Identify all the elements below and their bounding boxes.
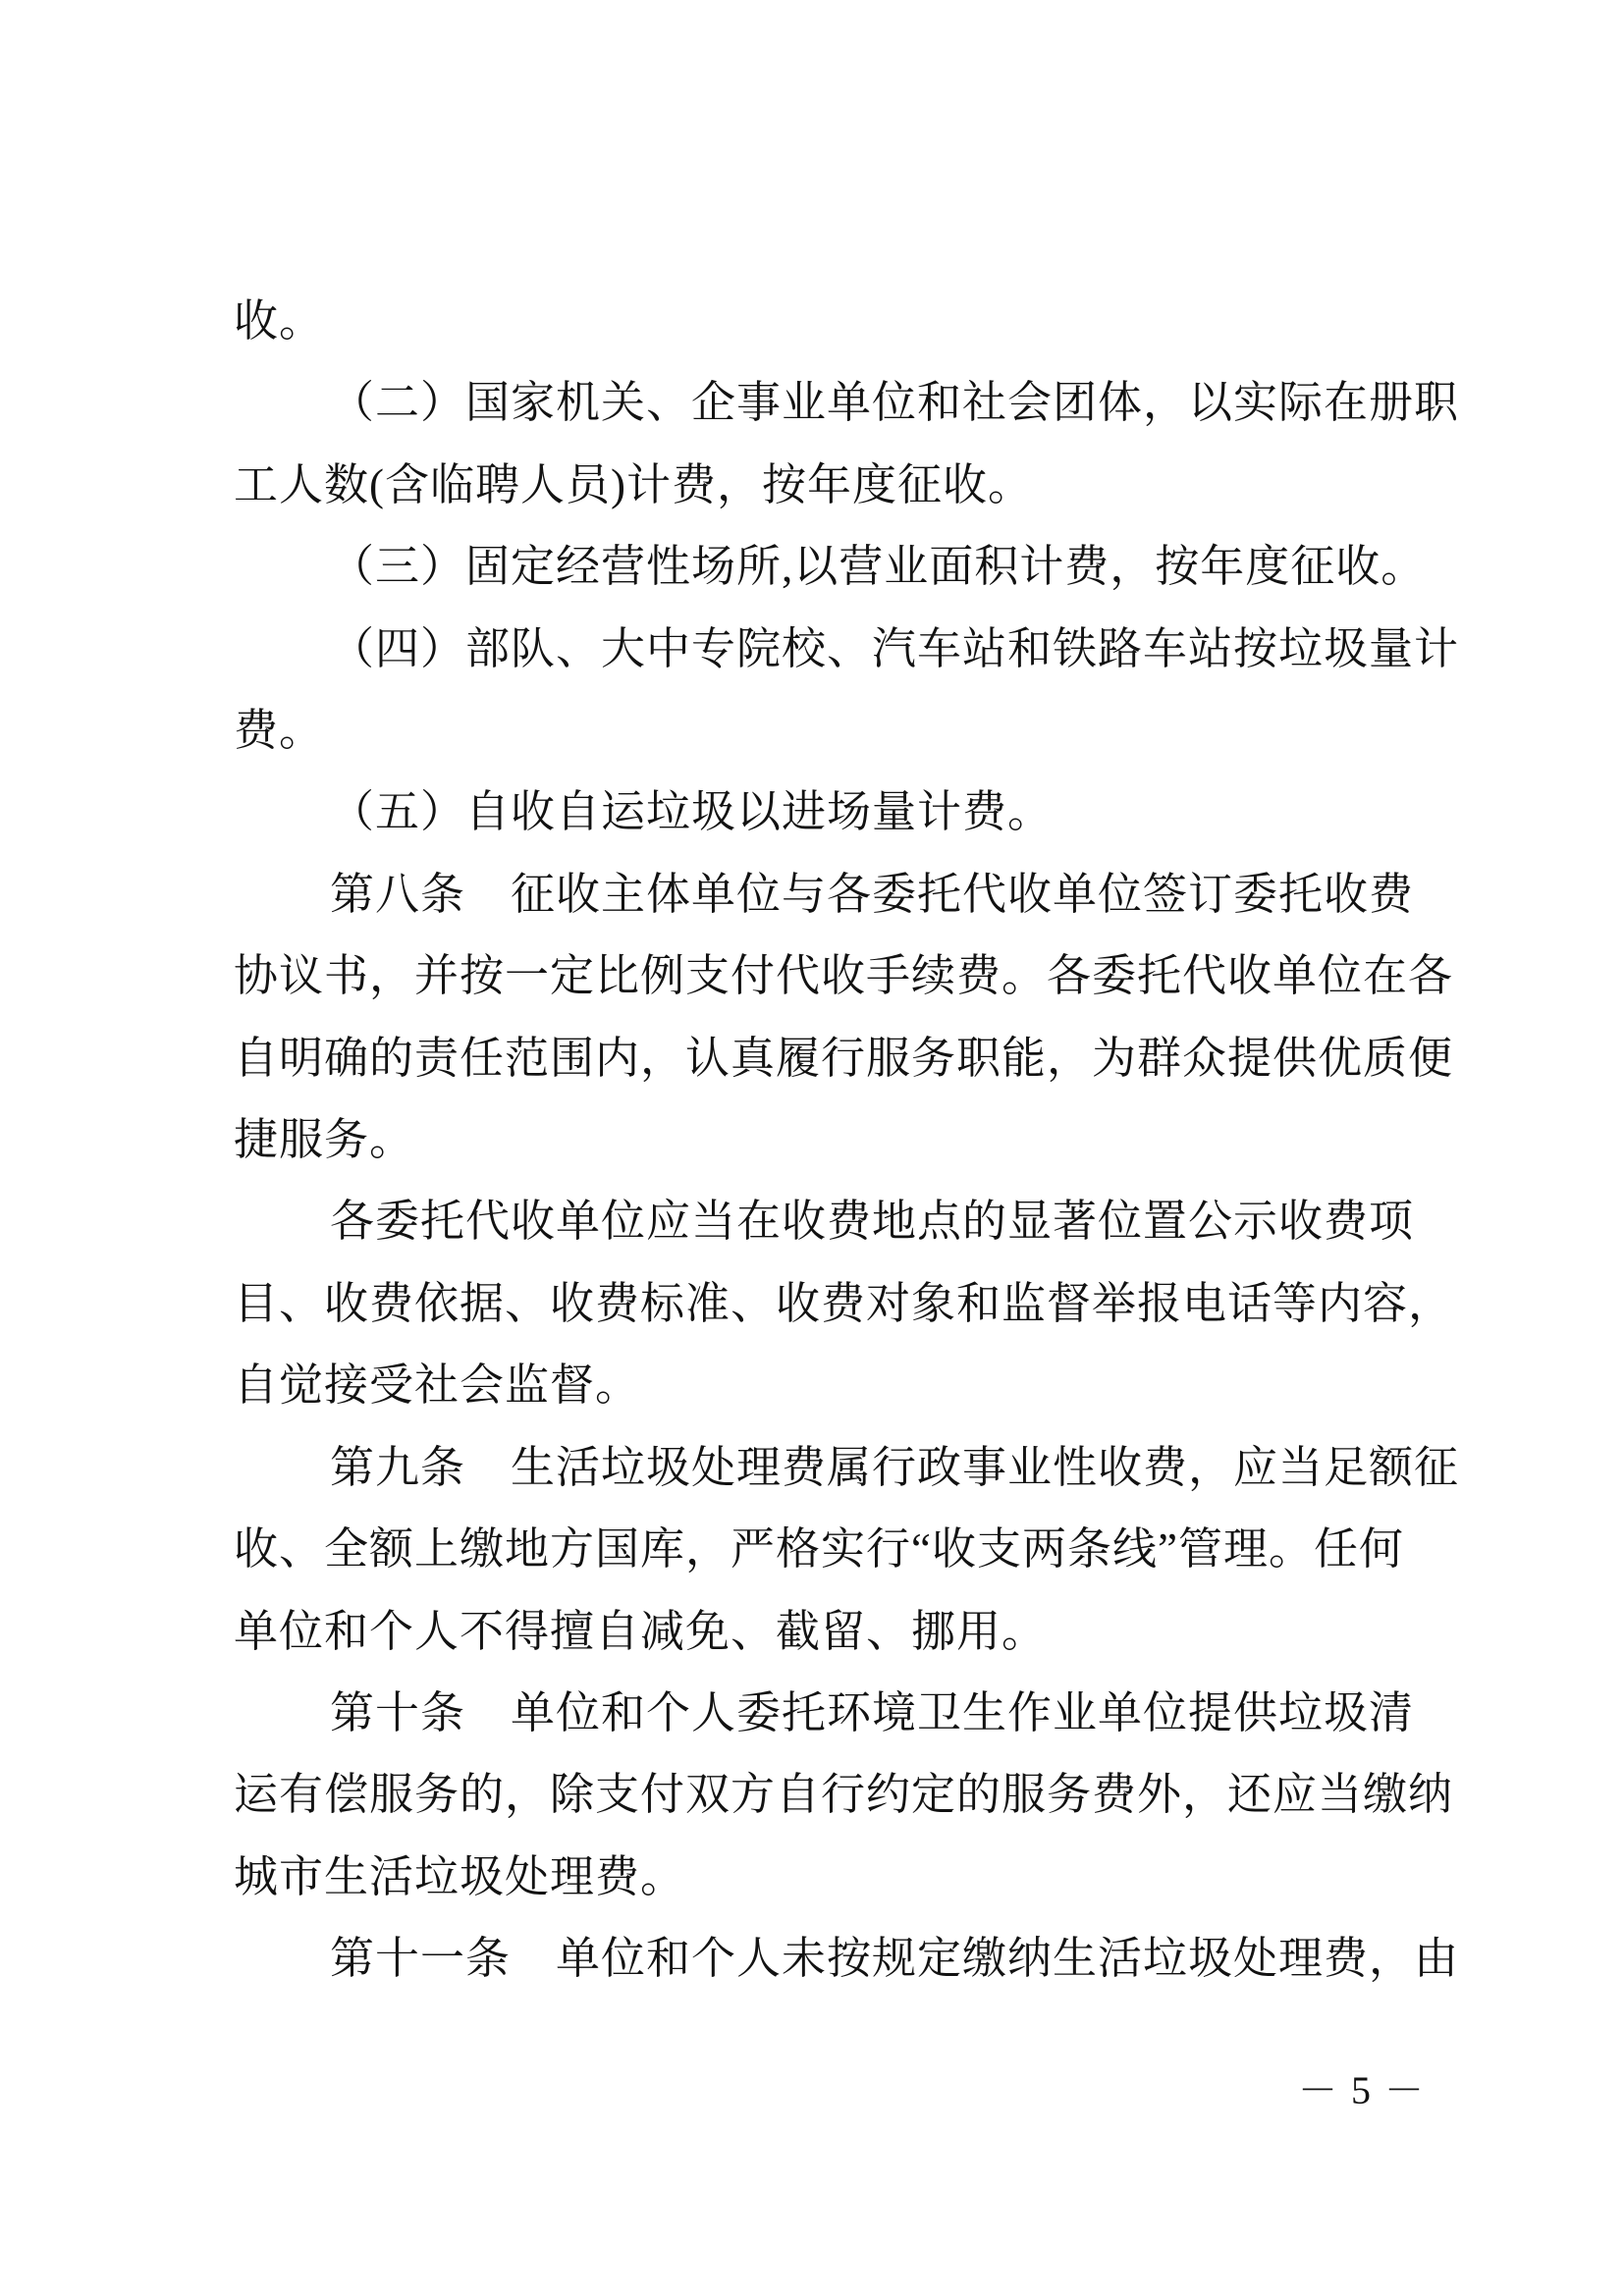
text-line: （五）自收自运垃圾以进场量计费。 [330,787,1054,837]
text-line: 工人数(含临聘人员)计费，按年度征收。 [234,459,1033,509]
text-line: （二）国家机关、企事业单位和社会团体，以实际在册职 [330,378,1460,428]
text-line: 自觉接受社会监督。 [234,1361,641,1411]
text-line: 第十条 单位和个人委托环境卫生作业单位提供垃圾清 [330,1687,1415,1737]
text-line: 各委托代收单位应当在收费地点的显著位置公示收费项 [330,1197,1415,1247]
text-line: 费。 [234,706,325,756]
text-line: 单位和个人不得擅自减免、截留、挪用。 [234,1606,1048,1656]
text-line: 自明确的责任范围内，认真履行服务职能，为群众提供优质便 [234,1033,1454,1083]
text-line: 运有偿服务的，除支付双方自行约定的服务费外，还应当缴纳 [234,1770,1454,1820]
document-body [234,281,1460,2001]
text-line: 城市生活垃圾处理费。 [234,1851,686,1901]
text-line: 目、收费依据、收费标准、收费对象和监督举报电话等内容， [234,1278,1454,1328]
text-line: 第九条 生活垃圾处理费属行政事业性收费，应当足额征 [330,1442,1460,1492]
page-number: － 5 － [1298,2068,1426,2112]
text-line: （四）部队、大中专院校、汽车站和铁路车站按垃圾量计 [330,623,1460,673]
text-line: 第十一条 单位和个人未按规定缴纳生活垃圾处理费，由 [330,1934,1460,1984]
text-line: 协议书，并按一定比例支付代收手续费。各委托代收单位在各 [234,951,1454,1001]
text-line: （三）固定经营性场所,以营业面积计费，按年度征收。 [330,542,1427,592]
text-line: 收。 [234,296,325,346]
text-line: 收、全额上缴地方国库，严格实行“收支两条线”管理。任何 [234,1524,1404,1575]
text-line: 捷服务。 [234,1115,415,1165]
text-line: 第八条 征收主体单位与各委托代收单位签订委托收费 [330,869,1415,919]
